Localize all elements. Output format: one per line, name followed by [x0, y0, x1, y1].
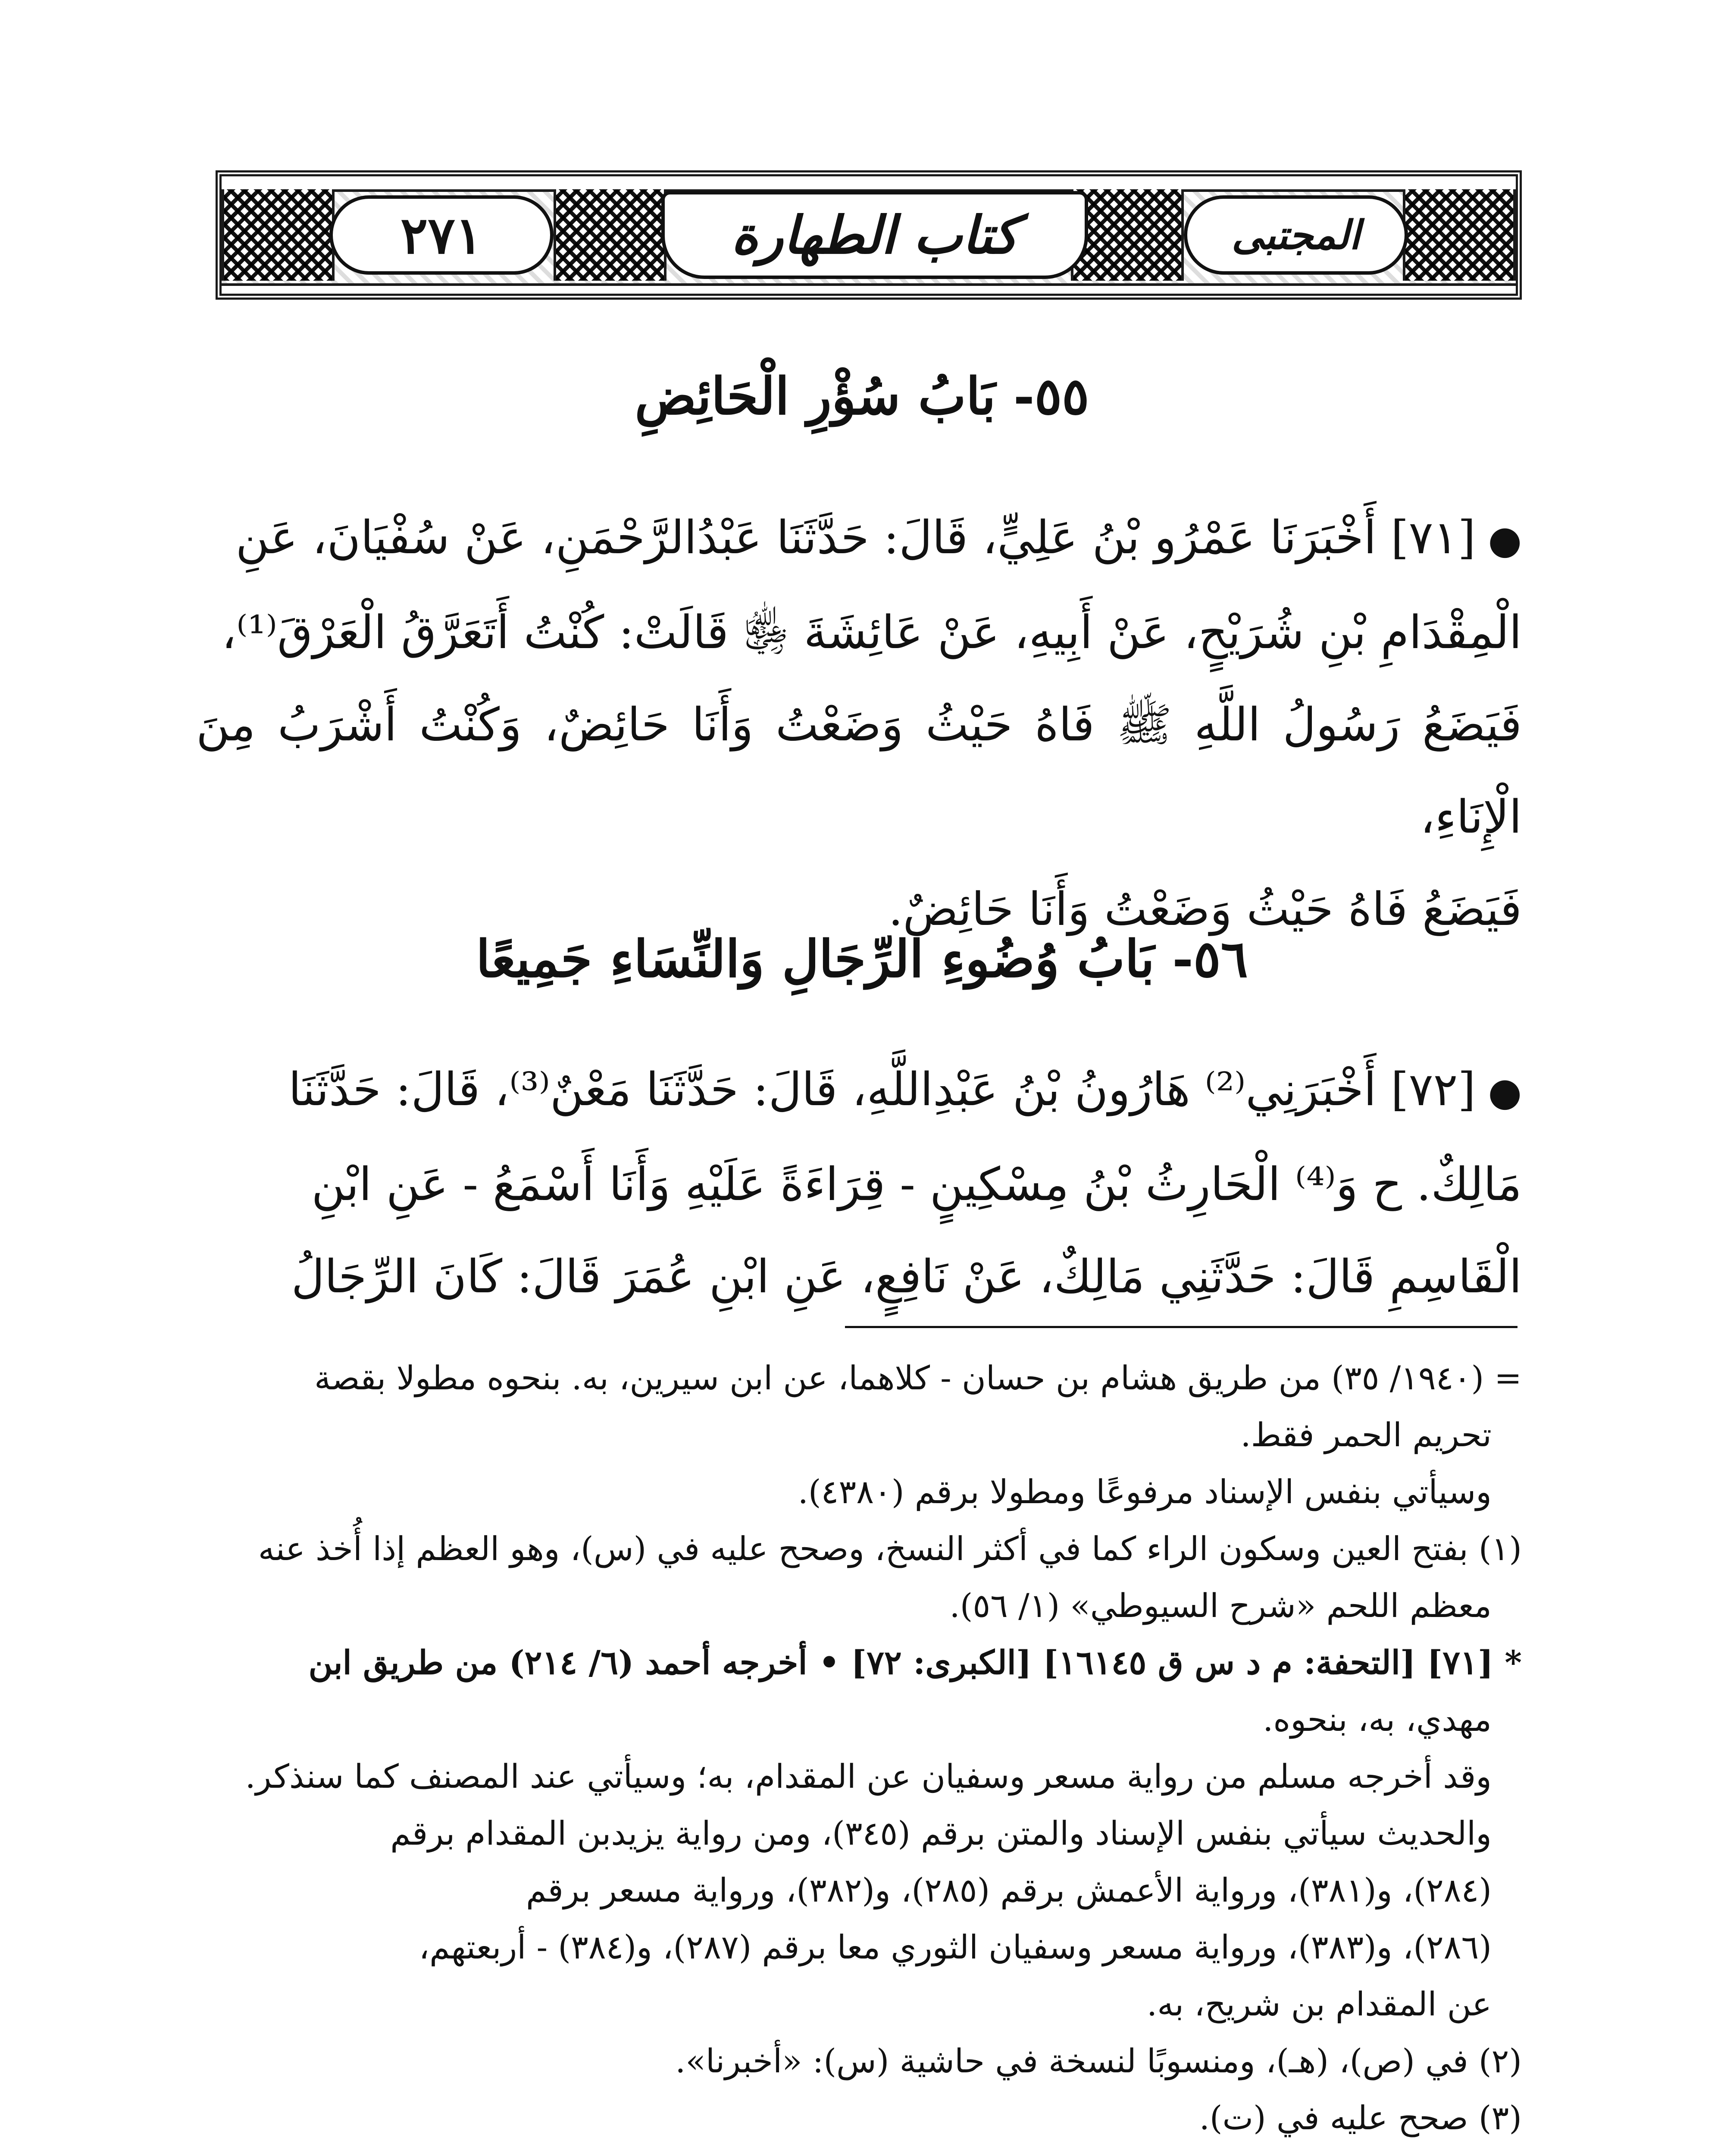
header-ornament-left-inner [554, 189, 666, 281]
footnote-separator [845, 1326, 1517, 1328]
hadith-71-line-1 [196, 492, 1522, 586]
page-number: ٢٧١ [329, 195, 554, 275]
takhrij-71-d: والحديث سيأتي بنفس الإسناد والمتن برقم (٣٤٥)، ومن رواية يزيدبن المقدام برقم [390, 1814, 1492, 1852]
hadith-72-line-3: الْقَاسِمِ قَالَ: حَدَّثَنِي مَالِكٌ، عَنْ نَافِعٍ، عَنِ ابْنِ عُمَرَ قَالَ: كَانَ الرِّجَالُ [291, 1250, 1522, 1303]
takhrij-71-f: (٢٨٦)، و(٣٨٣)، ورواية مسعر وسفيان الثوري معا برقم (٢٨٧)، و(٣٨٤) - أربعتهم، [419, 1928, 1492, 1966]
running-header [216, 170, 1522, 300]
footnote-continuation-2: تحريم الحمر فقط. [1240, 1416, 1492, 1454]
hadith-72 [196, 1044, 1522, 1323]
footnote-continuation-3: وسيأتي بنفس الإسناد مرفوعًا ومطولا برقم (٤٣٨٠). [798, 1473, 1492, 1511]
takhrij-71-b: مهدي، به، بنحوه. [1263, 1700, 1492, 1739]
footnotes [196, 1350, 1522, 2156]
hadith-71-line-3: فَيَضَعُ رَسُولُ اللَّهِ ﷺ فَاهُ حَيْثُ وَضَعْتُ وَأَنَا حَائِضٌ، وَكُنْتُ أَشْرَبُ مِنَ الْإِنَاءِ، [196, 698, 1522, 843]
hadith-71-line-1-text: [٧١] أَخْبَرَنَا عَمْرُو بْنُ عَلِيٍّ، قَالَ: حَدَّثَنَا عَبْدُالرَّحْمَنِ، عَنْ سُفْيَانَ، عَنِ [235, 511, 1476, 564]
book-title: كتاب الطهارة [661, 191, 1088, 279]
footnote-3: (٣) صحح عليه في (ت). [1199, 2099, 1522, 2137]
hadith-71 [196, 492, 1522, 956]
footnote-continuation-1: = (١٩٤٠/ ٣٥) من طريق هشام بن حسان - كلاهما، عن ابن سيرين، به. بنحوه مطولا بقصة [314, 1359, 1522, 1397]
takhrij-71-g: عن المقدام بن شريح، به. [1147, 1985, 1492, 2023]
hadith-72-line-1 [196, 1044, 1522, 1138]
hadith-71-line-2: الْمِقْدَامِ بْنِ شُرَيْحٍ، عَنْ أَبِيهِ، عَنْ عَائِشَةَ ﵂ قَالَتْ: كُنْتُ أَتَعَرَّقُ الْعَرْقَ⁽¹⁾، [222, 606, 1522, 659]
footnote-1-b: معظم اللحم «شرح السيوطي» (١/ ٥٦). [949, 1586, 1492, 1625]
takhrij-71-a: * [٧١] [التحفة: م د س ق ١٦١٤٥] [الكبرى: ٧٢] • أخرجه أحمد (٦/ ٢١٤) من طريق ابن [308, 1643, 1522, 1682]
collection-name: المجتبى [1184, 195, 1408, 275]
footnote-4 [196, 2147, 1522, 2156]
hadith-71-line-4: فَيَضَعُ فَاهُ حَيْثُ وَضَعْتُ وَأَنَا حَائِضٌ. [888, 883, 1522, 936]
header-ornament-left-outer [222, 189, 335, 281]
takhrij-71-e: (٢٨٤)، و(٣٨١)، ورواية الأعمش برقم (٢٨٥)، و(٣٨٢)، ورواية مسعر برقم [526, 1871, 1492, 1909]
footnote-2: (٢) في (ص)، (هـ)، ومنسوبًا لنسخة في حاشية (س): «أخبرنا». [675, 2042, 1522, 2080]
header-ornament-right-outer [1403, 189, 1516, 281]
footnote-1-a: (١) بفتح العين وسكون الراء كما في أكثر النسخ، وصحح عليه في (س)، وهو العظم إذا أُخذ عنه [258, 1529, 1522, 1568]
chapter-heading-56: ٥٦- بَابُ وُضُوءِ الرِّجَالِ وَالنِّسَاءِ جَمِيعًا [476, 929, 1248, 989]
bullet-icon: ● [1475, 517, 1522, 563]
chapter-heading-55: ٥٥- بَابُ سُؤْرِ الْحَائِضِ [635, 366, 1089, 426]
hadith-72-line-2: مَالِكٌ. ح وَ⁽⁴⁾ الْحَارِثُ بْنُ مِسْكِينٍ - قِرَاءَةً عَلَيْهِ وَأَنَا أَسْمَعُ - عَنِ ابْنِ [311, 1158, 1522, 1211]
hadith-72-line-1-text: [٧٢] أَخْبَرَنِي⁽²⁾ هَارُونُ بْنُ عَبْدِاللَّهِ، قَالَ: حَدَّثَنَا مَعْنٌ⁽³⁾، قَالَ: حَدَّثَنَا [288, 1063, 1476, 1116]
takhrij-71-c: وقد أخرجه مسلم من رواية مسعر وسفيان عن المقدام، به؛ وسيأتي عند المصنف كما سنذكر. [245, 1757, 1492, 1796]
bullet-icon: ● [1475, 1069, 1522, 1115]
